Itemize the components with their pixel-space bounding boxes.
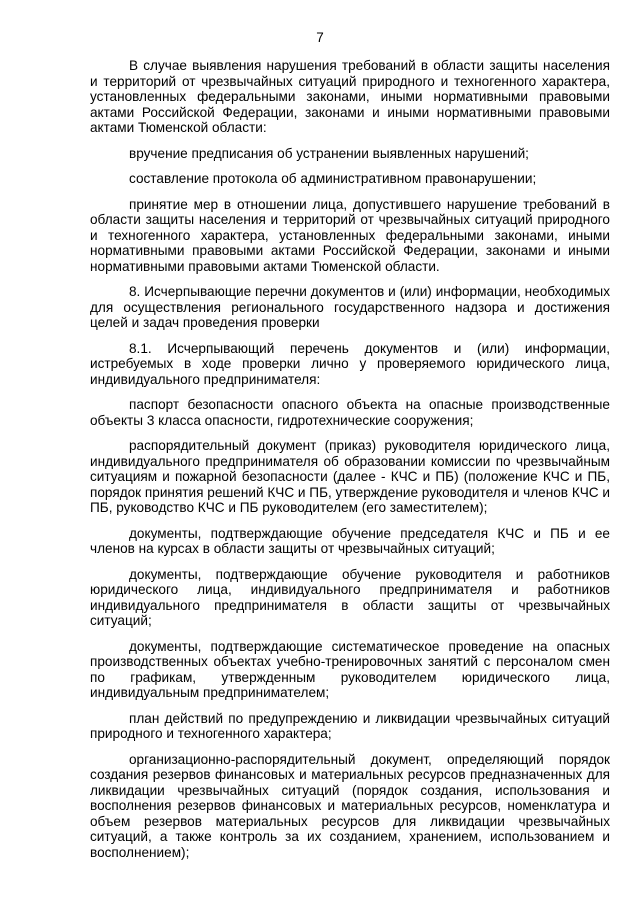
page-number: 7 bbox=[316, 30, 324, 45]
paragraph-commission-order: распорядительный документ (приказ) руководителя юридического лица, индивидуального предпринимателя об образовании комиссии по чрезвычайным ситуациям и пожарной безопасности (далее - КЧС и ПБ) (положение КЧС и ПБ, порядок принятия решений КЧС и ПБ, утверждение руководителя и членов КЧС и ПБ, руководство КЧС и ПБ руководителем (его заместителем); bbox=[90, 438, 610, 515]
paragraph-section-8-1-heading: 8.1. Исчерпывающий перечень документов и (или) информации, истребуемых в ходе проверки лично у проверяемого юридического лица, индивидуального предпринимателя: bbox=[90, 340, 610, 387]
paragraph-commission-training: документы, подтверждающие обучение председателя КЧС и ПБ и ее членов на курсах в области защиты от чрезвычайных ситуаций; bbox=[90, 525, 610, 556]
paragraph-violation-measures-intro: В случае выявления нарушения требований в области защиты населения и территорий от чрезвычайных ситуаций природного и техногенного характера, установленных федеральными законами, иными нормативными правовыми актами Российской Федерации, законами и иными нормативными правовыми актами Тюменской области: bbox=[90, 58, 610, 135]
paragraph-drills-documents: документы, подтверждающие систематическое проведение на опасных производственных объектах учебно-тренировочных занятий с персоналом смен по графикам, утвержденным руководителем юридического лица, индивидуальным предпринимателем; bbox=[90, 638, 610, 700]
paragraph-section-8-heading: 8. Исчерпывающие перечни документов и (или) информации, необходимых для осуществления регионального государственного надзора и достижения целей и задач проведения проверки bbox=[90, 284, 610, 330]
document-body bbox=[90, 58, 610, 870]
paragraph-prescription-delivery: вручение предписания об устранении выявленных нарушений; bbox=[129, 145, 529, 161]
paragraph-emergency-plan: план действий по предупреждению и ликвидации чрезвычайных ситуаций природного и техногенного характера; bbox=[90, 710, 610, 741]
paragraph-measures-against-violator: принятие мер в отношении лица, допустившего нарушение требований в области защиты населения и территорий от чрезвычайных ситуаций природного и техногенного характера, установленных федеральными законами, иными нормативными правовыми актами Российской Федерации, законами и иными нормативными правовыми актами Тюменской области. bbox=[90, 196, 610, 274]
paragraph-reserves-document: организационно-распорядительный документ, определяющий порядок создания резервов финансовых и материальных ресурсов предназначенных для ликвидации чрезвычайных ситуаций (порядок создания, использования и восполнения резервов финансовых и материальных ресурсов, номенклатура и объем резервов материальных ресурсов для ликвидации чрезвычайных ситуаций, а также контроль за их созданием, хранением, использованием и восполнением); bbox=[90, 751, 610, 860]
paragraph-safety-passport: паспорт безопасности опасного объекта на опасные производственные объекты 3 класса опасности, гидротехнические сооружения; bbox=[90, 397, 610, 428]
paragraph-protocol-drafting: составление протокола об административном правонарушении; bbox=[129, 171, 537, 186]
paragraph-staff-training: документы, подтверждающие обучение руководителя и работников юридического лица, индивидуального предпринимателя и работников индивидуального предпринимателя в области защиты от чрезвычайных ситуаций; bbox=[90, 566, 610, 628]
